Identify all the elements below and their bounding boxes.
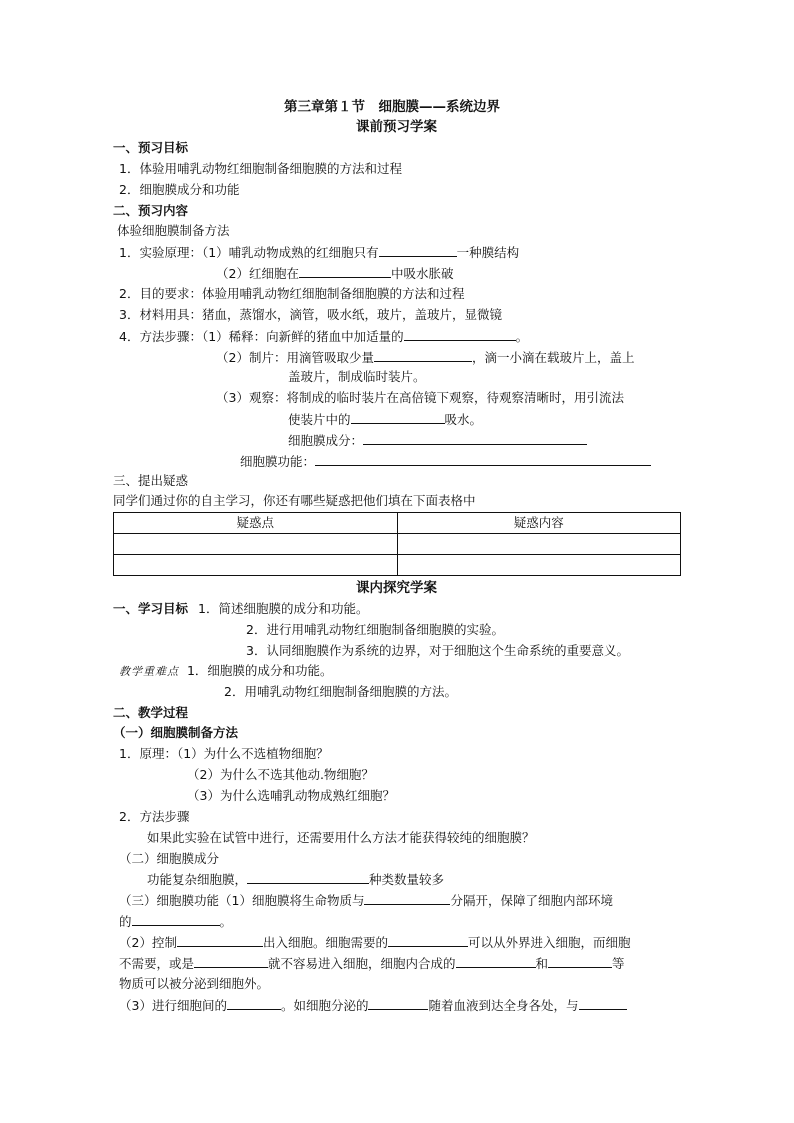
heading-preview-goals: 一、预习目标 <box>113 140 189 155</box>
composition-label: 细胞膜成分： <box>288 433 364 448</box>
comp-text-b: 种类数量较多 <box>369 872 445 887</box>
composition-sentence <box>147 870 444 889</box>
doubts-table <box>113 512 681 576</box>
f2-blank-5[interactable] <box>548 954 612 968</box>
prep-method-text: （一）细胞膜制备方法 <box>113 725 239 740</box>
table-cell[interactable] <box>397 534 681 555</box>
learning-goals-label: 一、学习目标 <box>113 601 189 616</box>
function-2-end: 物质可以被分泌到细胞外。 <box>119 976 270 991</box>
f1-text-c: 的 <box>119 914 132 929</box>
table-header-doubt-content: 疑惑内容 <box>397 513 681 534</box>
principle-line-2 <box>216 264 453 283</box>
table-cell[interactable] <box>114 555 398 576</box>
step2-blank[interactable] <box>374 348 472 362</box>
method-title: 体验细胞膜制备方法 <box>117 223 230 238</box>
function-1-line <box>119 891 613 910</box>
heading-preview-content: 二、预习内容 <box>113 203 189 218</box>
heading-doubts: 三、提出疑惑 <box>113 473 189 488</box>
doubt-intro: 同学们通过你的自主学习，你还有哪些疑惑把他们填在下面表格中 <box>113 493 476 508</box>
step-3-cont <box>288 410 482 429</box>
f1-text-d: 。 <box>219 914 233 929</box>
f3-text-c: 随着血液到达全身各处，与 <box>428 998 579 1013</box>
step-1 <box>119 327 528 346</box>
comp-text-a: 功能复杂细胞膜， <box>147 872 248 887</box>
principle-text-2a: （2）红细胞在 <box>216 266 299 281</box>
table-row <box>114 555 681 576</box>
f2-text-b: 出入细胞。细胞需要的 <box>262 935 388 950</box>
steps-heading: 2．方法步骤 <box>119 809 190 824</box>
learning-goal-1: 1．简述细胞膜的成分和功能。 <box>198 601 369 616</box>
heading-prep-method <box>113 724 238 742</box>
key-point-2: 2．用哺乳动物红细胞制备细胞膜的方法。 <box>224 684 457 699</box>
goal-item: 2．细胞膜成分和功能 <box>119 182 240 197</box>
step-2-cont: 盖玻片，制成临时装片。 <box>288 369 426 384</box>
step2-text-b: ，滴一小滴在载玻片上，盖上 <box>471 350 635 365</box>
goal-item: 1．体验用哺乳动物红细胞制备细胞膜的方法和过程 <box>119 161 402 176</box>
principle-question-3: （3）为什么选哺乳动物成熟红细胞？ <box>187 788 395 803</box>
comp-blank[interactable] <box>247 870 369 884</box>
step1-end: 。 <box>515 329 529 344</box>
step3-blank[interactable] <box>351 410 445 424</box>
principle-blank-1[interactable] <box>379 243 457 257</box>
function-2-cont <box>119 954 625 973</box>
f3-blank-1[interactable] <box>227 996 281 1010</box>
section-heading-explore: 课内探究学案 <box>356 580 437 596</box>
f3-blank-3[interactable] <box>579 996 627 1010</box>
heading-teaching-process: 二、教学过程 <box>113 705 189 720</box>
step-2 <box>216 348 634 367</box>
function-label: 细胞膜功能： <box>240 454 316 469</box>
composition-blank[interactable] <box>363 431 587 445</box>
principle-question-2: （2）为什么不选其他动.物细胞？ <box>187 767 374 782</box>
f3-blank-2[interactable] <box>368 996 428 1010</box>
purpose-line: 2．目的要求：体验用哺乳动物红细胞制备细胞膜的方法和过程 <box>119 286 465 301</box>
step3-text-b: 使装片中的 <box>288 412 351 427</box>
table-cell[interactable] <box>397 555 681 576</box>
f2-text-f: 和 <box>535 956 549 971</box>
table-header-doubt-point: 疑惑点 <box>114 513 398 534</box>
function-2-line <box>119 933 630 952</box>
step1-blank[interactable] <box>404 327 516 341</box>
materials-line: 3．材料用具：猪血，蒸馏水，滴管，吸水纸，玻片，盖玻片，显微镜 <box>119 307 502 322</box>
key-points-line <box>119 662 332 681</box>
principle-question-1: 1．原理：（1）为什么不选植物细胞？ <box>119 746 329 761</box>
learning-goal-2: 2．进行用哺乳动物红细胞制备细胞膜的实验。 <box>246 622 504 637</box>
f3-text-a: （3）进行细胞间的 <box>119 998 227 1013</box>
table-cell[interactable] <box>114 534 398 555</box>
f2-blank-1[interactable] <box>177 933 263 947</box>
principle-text-2b: 中吸水胀破 <box>390 266 454 281</box>
f2-text-c: 可以从外界进入细胞，而细胞 <box>467 935 631 950</box>
composition-line <box>288 431 587 450</box>
f2-blank-4[interactable] <box>456 954 536 968</box>
function-1-cont <box>119 912 232 931</box>
table-row <box>114 534 681 555</box>
step-3: （3）观察：将制成的临时装片在高倍镜下观察，待观察清晰时，用引流法 <box>216 390 624 405</box>
tube-question: 如果此实验在试管中进行，还需要用什么方法才能获得较纯的细胞膜？ <box>147 830 535 845</box>
f1-text-a: （三）细胞膜功能（1）细胞膜将生命物质与 <box>119 893 365 908</box>
key-point-1: 1．细胞膜的成分和功能。 <box>186 663 333 678</box>
table-header-row <box>114 513 681 534</box>
f2-text-d: 不需要，或是 <box>119 956 195 971</box>
page-title: 第三章第１节 细胞膜——系统边界 <box>284 99 500 115</box>
learning-goal-3: 3．认同细胞膜作为系统的边界，对于细胞这个生命系统的重要意义。 <box>246 643 629 658</box>
principle-text-1b: 一种膜结构 <box>456 245 520 260</box>
step1-text: 4．方法步骤：（1）稀释：向新鲜的猪血中加适量的 <box>119 329 404 344</box>
heading-composition: （二）细胞膜成分 <box>119 851 220 866</box>
f2-blank-3[interactable] <box>194 954 268 968</box>
step3-text-c: 吸水。 <box>444 412 483 427</box>
section-heading-preview: 课前预习学案 <box>356 119 437 135</box>
function-line <box>240 452 651 471</box>
f2-text-e: 就不容易进入细胞，细胞内合成的 <box>268 956 456 971</box>
f2-blank-2[interactable] <box>388 933 468 947</box>
key-points-label: 教学重难点 <box>119 665 179 678</box>
f2-text-a: （2）控制 <box>119 935 177 950</box>
f2-text-g: 等 <box>612 956 625 971</box>
principle-blank-2[interactable] <box>299 264 391 278</box>
principle-text-1a: 1．实验原理：（1）哺乳动物成熟的红细胞只有 <box>119 245 379 260</box>
f1-blank-1[interactable] <box>364 891 450 905</box>
function-3-line <box>119 996 627 1015</box>
function-blank[interactable] <box>315 452 651 466</box>
step2-text: （2）制片：用滴管吸取少量 <box>216 350 374 365</box>
f1-text-b: 分隔开，保障了细胞内部环境 <box>450 893 613 908</box>
f1-blank-2[interactable] <box>132 912 220 926</box>
f3-text-b: 。如细胞分泌的 <box>280 998 369 1013</box>
learning-goals-line <box>113 600 368 618</box>
principle-line-1 <box>119 243 519 262</box>
